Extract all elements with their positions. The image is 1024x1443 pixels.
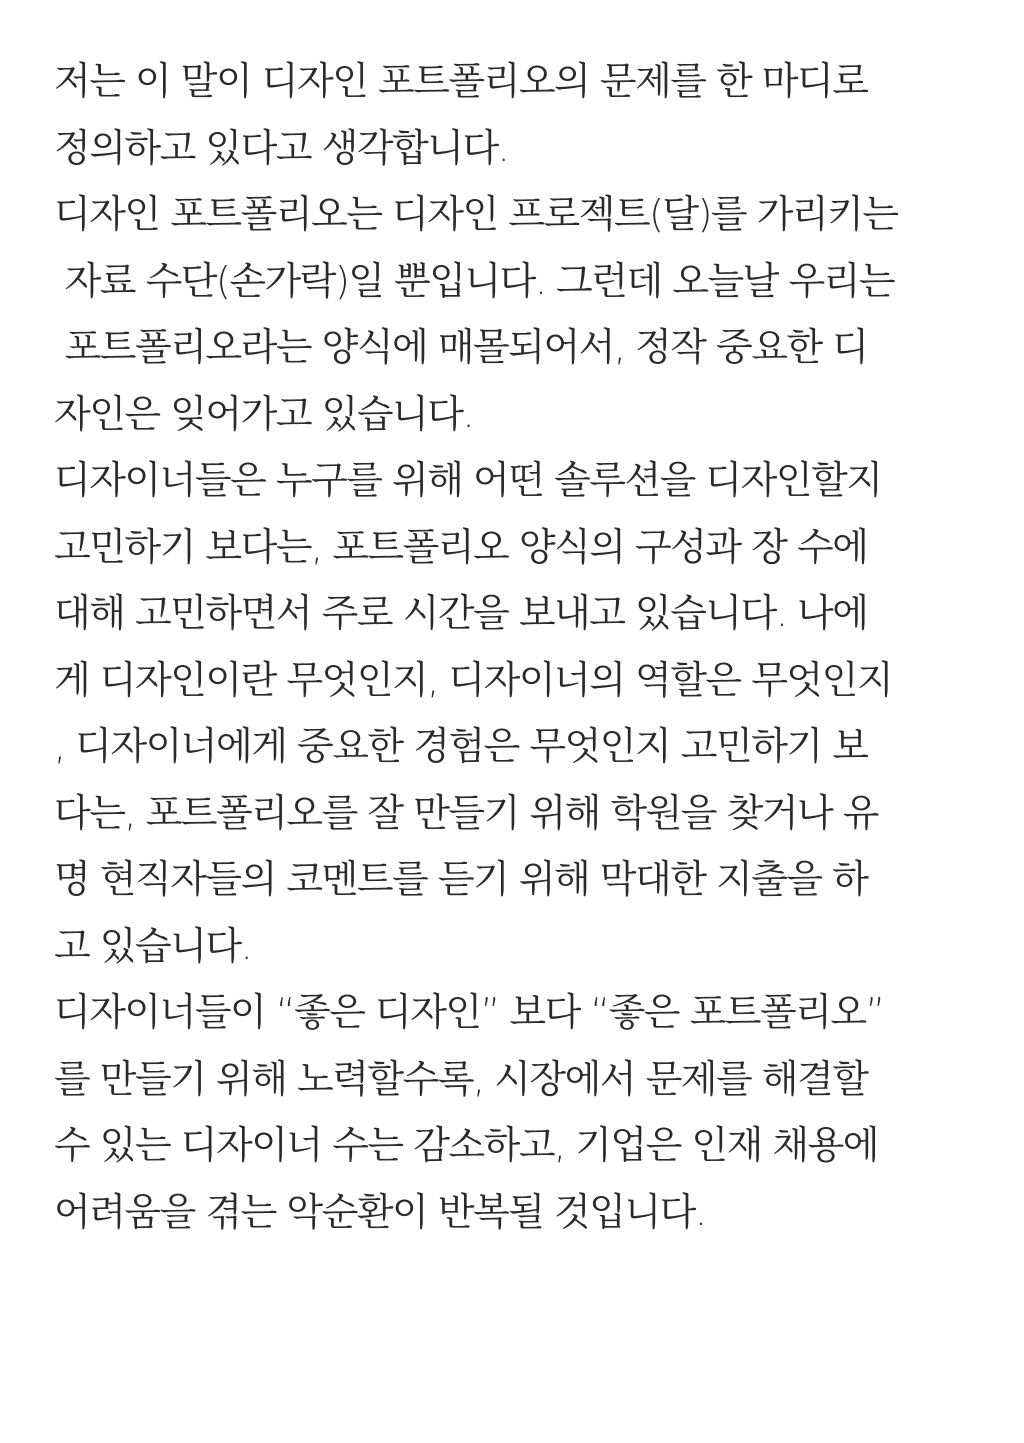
text-line: , 디자이너에게 중요한 경험은 무엇인지 고민하기 보 [54,724,868,768]
text-line: 어려움을 겪는 악순환이 반복될 것입니다. [54,1189,706,1234]
text-line: 대해 고민하면서 주로 시간을 보내고 있습니다. 나에 [54,591,868,635]
text-line: 고민하기 보다는, 포트폴리오 양식의 구성과 장 수에 [54,524,868,569]
text-line: 포트폴리오라는 양식에 매몰되어서, 정작 중요한 디 [54,325,868,369]
article-body [54,48,984,1245]
text-line: 디자이너들이 “좋은 디자인” 보다 “좋은 포트폴리오” [54,990,884,1034]
text-line: 수 있는 디자이너 수는 감소하고, 기업은 인재 채용에 [54,1123,879,1167]
text-line: 게 디자인이란 무엇인지, 디자이너의 역할은 무엇인지 [54,657,893,702]
text-line: 디자인 포트폴리오는 디자인 프로젝트(달)를 가리키는 [54,192,898,236]
text-line: 고 있습니다. [54,923,252,968]
text-line: 자료 수단(손가락)일 뿐입니다. 그런데 오늘날 우리는 [54,258,895,303]
text-line: 자인은 잊어가고 있습니다. [54,391,474,436]
text-line: 명 현직자들의 코멘트를 듣기 위해 막대한 지출을 하 [54,857,868,901]
text-line: 저는 이 말이 디자인 포트폴리오의 문제를 한 마디로 [54,59,868,103]
text-line: 디자이너들은 누구를 위해 어떤 솔루션을 디자인할지 [54,458,882,502]
text-line: 정의하고 있다고 생각합니다. [54,125,509,170]
text-line: 를 만들기 위해 노력할수록, 시장에서 문제를 해결할 [54,1056,868,1101]
text-line: 다는, 포트폴리오를 잘 만들기 위해 학원을 찾거나 유 [54,790,879,835]
